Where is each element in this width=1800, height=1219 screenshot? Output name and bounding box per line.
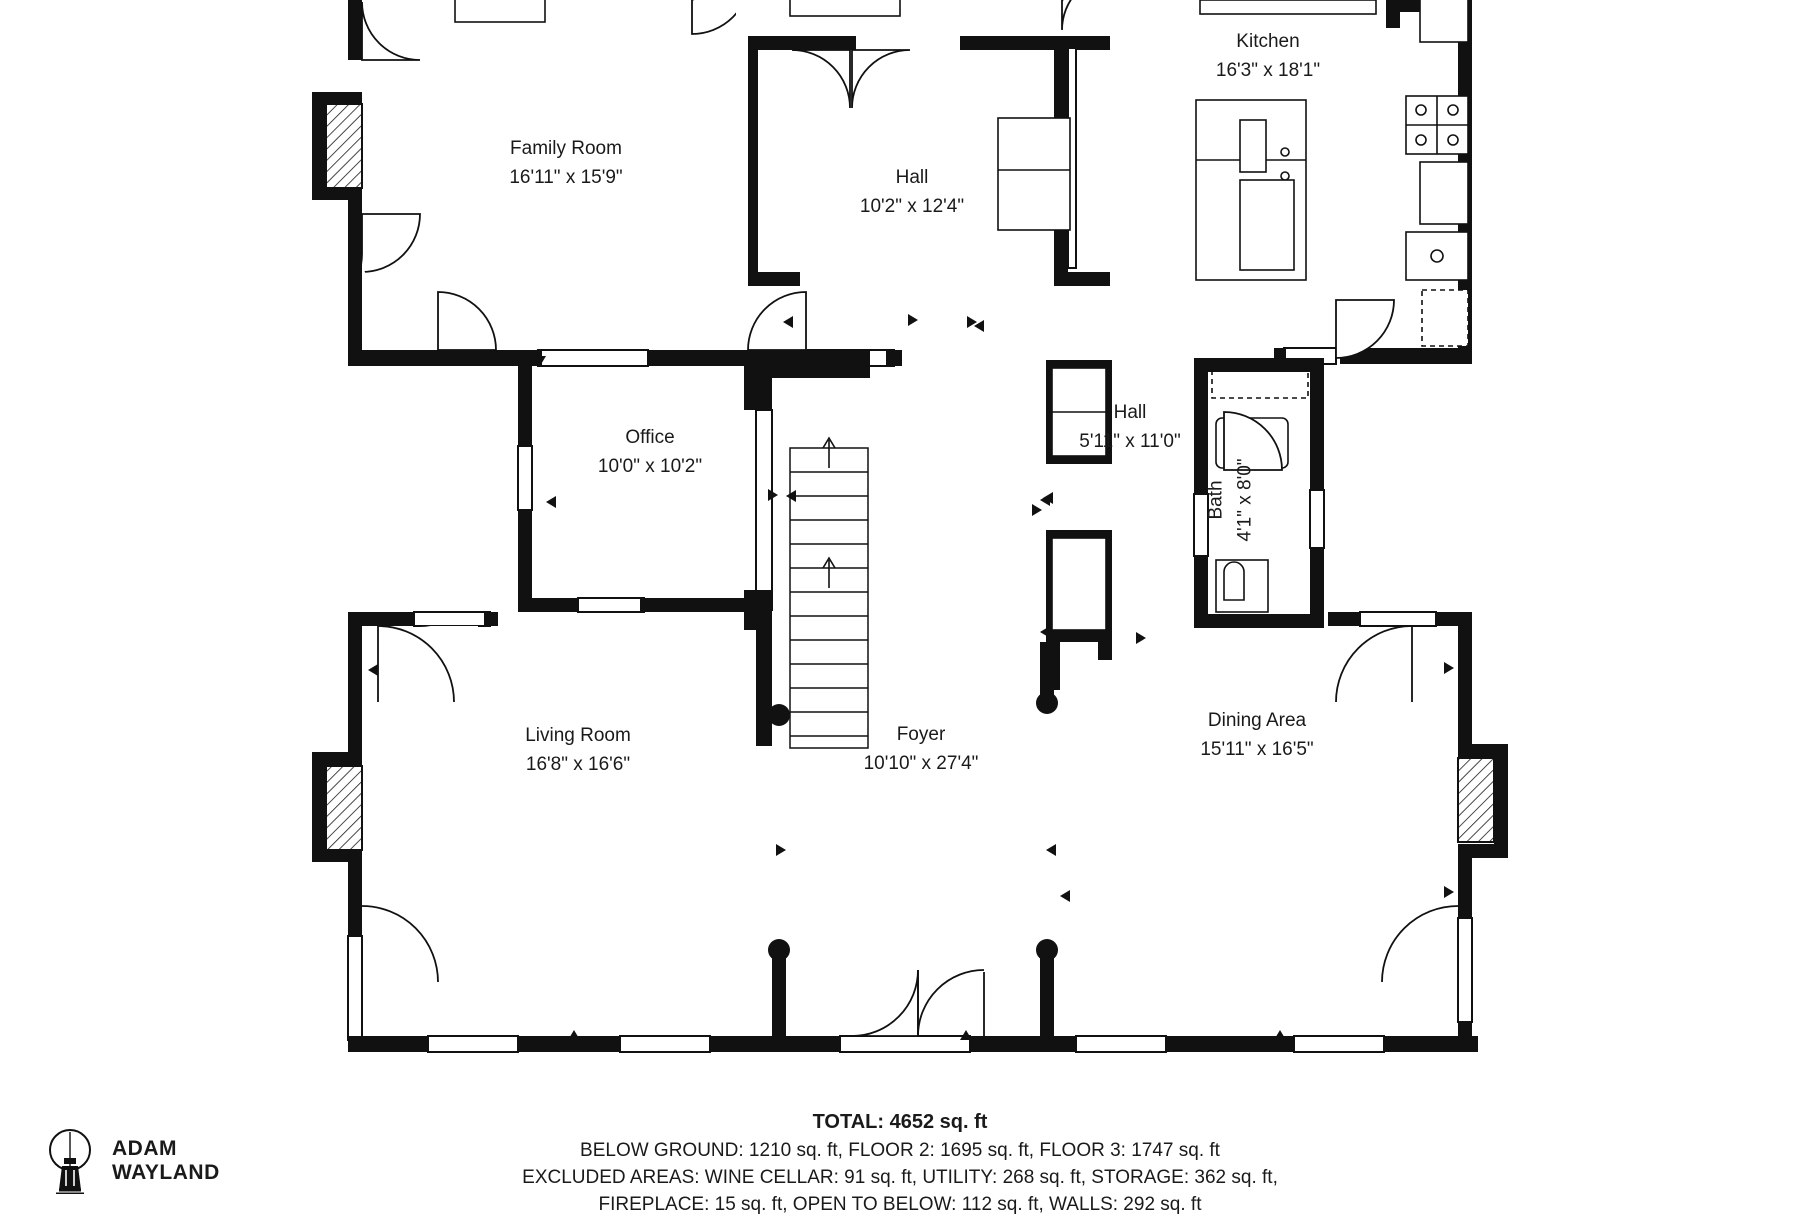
room-name: Dining Area xyxy=(1207,710,1307,731)
room-name: Hall xyxy=(895,167,929,188)
room-name: Foyer xyxy=(896,724,946,745)
room-label-living-room xyxy=(525,722,631,779)
room-dimensions: 10'0" x 10'2" xyxy=(597,455,703,477)
room-dimensions: 16'8" x 16'6" xyxy=(525,753,631,775)
room-label-bath xyxy=(1203,458,1260,541)
brand-name xyxy=(112,1137,220,1184)
brand-line-2: WAYLAND xyxy=(112,1161,220,1184)
room-label-foyer xyxy=(864,721,979,778)
room-name: Family Room xyxy=(510,138,622,159)
plan-walls xyxy=(312,0,1508,1052)
room-name: Living Room xyxy=(525,725,631,746)
excluded-areas-line-2: FIREPLACE: 15 sq. ft, OPEN TO BELOW: 112 sq. ft, WALLS: 292 sq. ft xyxy=(598,1194,1202,1216)
room-dimensions: 4'1" x 8'0" xyxy=(1234,458,1255,542)
room-name: Hall xyxy=(1113,402,1147,423)
room-label-office xyxy=(598,424,702,481)
floor-breakdown: BELOW GROUND: 1210 sq. ft, FLOOR 2: 1695 sq. ft, FLOOR 3: 1747 sq. ft xyxy=(580,1140,1220,1162)
room-name: Bath xyxy=(1205,480,1227,520)
room-label-family-room xyxy=(509,135,622,192)
room-dimensions: 16'3" x 18'1" xyxy=(1215,59,1321,81)
room-dimensions: 10'10" x 27'4" xyxy=(863,752,979,774)
room-dimensions: 16'11" x 15'9" xyxy=(509,166,623,188)
room-label-kitchen xyxy=(1216,28,1320,85)
room-name: Kitchen xyxy=(1236,31,1300,52)
brand-line-1: ADAM xyxy=(112,1137,177,1161)
room-label-dining-area xyxy=(1200,707,1313,764)
room-name: Office xyxy=(625,427,675,448)
total-area: TOTAL: 4652 sq. ft xyxy=(812,1111,988,1133)
room-label-hall-middle xyxy=(1079,399,1180,456)
lighthouse-icon xyxy=(42,1128,98,1194)
brand-logo xyxy=(42,1128,220,1194)
room-dimensions: 15'11" x 16'5" xyxy=(1200,738,1314,760)
room-dimensions: 10'2" x 12'4" xyxy=(859,195,965,217)
room-label-hall-upper xyxy=(860,164,964,221)
room-dimensions: 5'11" x 11'0" xyxy=(1079,430,1181,452)
area-summary xyxy=(0,1108,1800,1219)
excluded-areas-line-1: EXCLUDED AREAS: WINE CELLAR: 91 sq. ft, UTILITY: 268 sq. ft, STORAGE: 362 sq. ft, xyxy=(522,1167,1278,1189)
